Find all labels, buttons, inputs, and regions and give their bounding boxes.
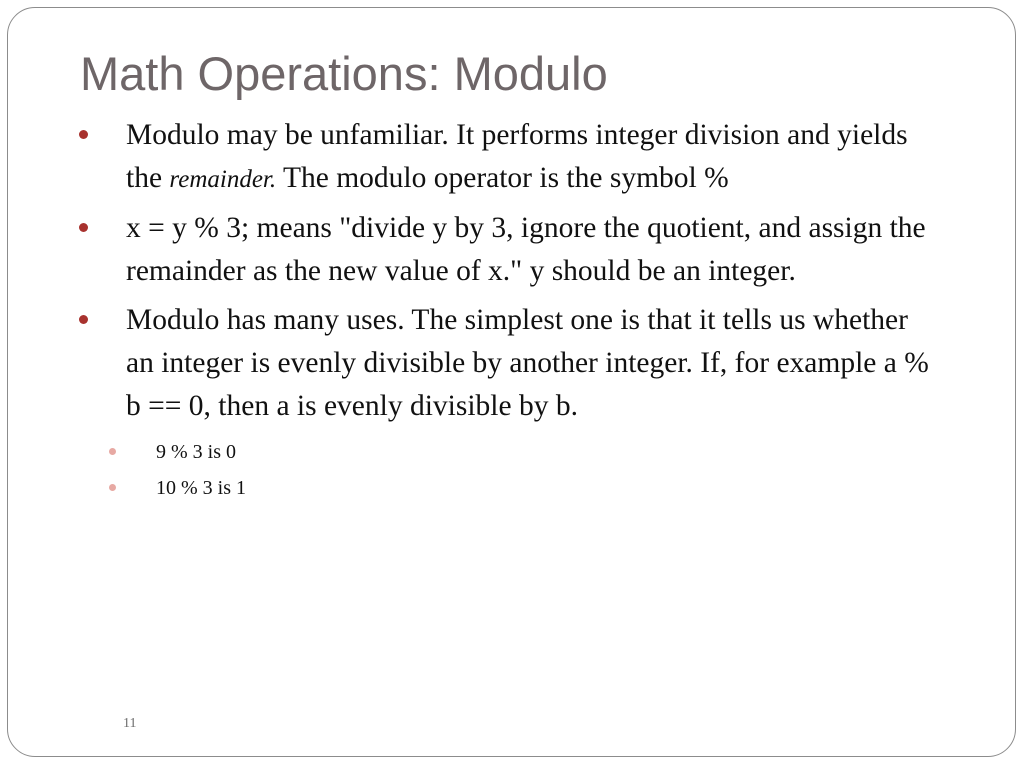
bullet-text: Modulo may be unfamiliar. It performs integer division and yields the bbox=[126, 119, 908, 194]
bullet-item bbox=[79, 207, 929, 293]
bullet-text: The modulo operator is the symbol % bbox=[276, 162, 729, 194]
slide-frame bbox=[7, 7, 1016, 757]
bullet-dot-icon bbox=[79, 223, 88, 232]
slide-title: Math Operations: Modulo bbox=[80, 47, 608, 100]
sub-bullet-item bbox=[79, 470, 929, 506]
bullet-text: Modulo has many uses. The simplest one is that it tells us whether an integer is evenly divisible by another integer. If, for example a % b == 0, then a is evenly divisible by b. bbox=[126, 304, 929, 422]
sub-bullet-dot-icon bbox=[109, 484, 116, 491]
sub-bullet-item bbox=[79, 434, 929, 470]
bullet-list bbox=[79, 114, 929, 506]
bullet-text: x = y % 3; means "divide y by 3, ignore the quotient, and assign the remainder as the new value of x." y should be an integer. bbox=[126, 212, 926, 287]
bullet-item bbox=[79, 114, 929, 201]
bullet-item bbox=[79, 299, 929, 428]
bullet-dot-icon bbox=[79, 130, 88, 139]
sub-bullet-text: 10 % 3 is 1 bbox=[156, 477, 246, 499]
sub-bullet-text: 9 % 3 is 0 bbox=[156, 441, 236, 463]
slide-number: 11 bbox=[123, 716, 137, 731]
bullet-emphasis-text: remainder. bbox=[169, 166, 277, 193]
bullet-dot-icon bbox=[79, 315, 88, 324]
sub-bullet-dot-icon bbox=[109, 448, 116, 455]
